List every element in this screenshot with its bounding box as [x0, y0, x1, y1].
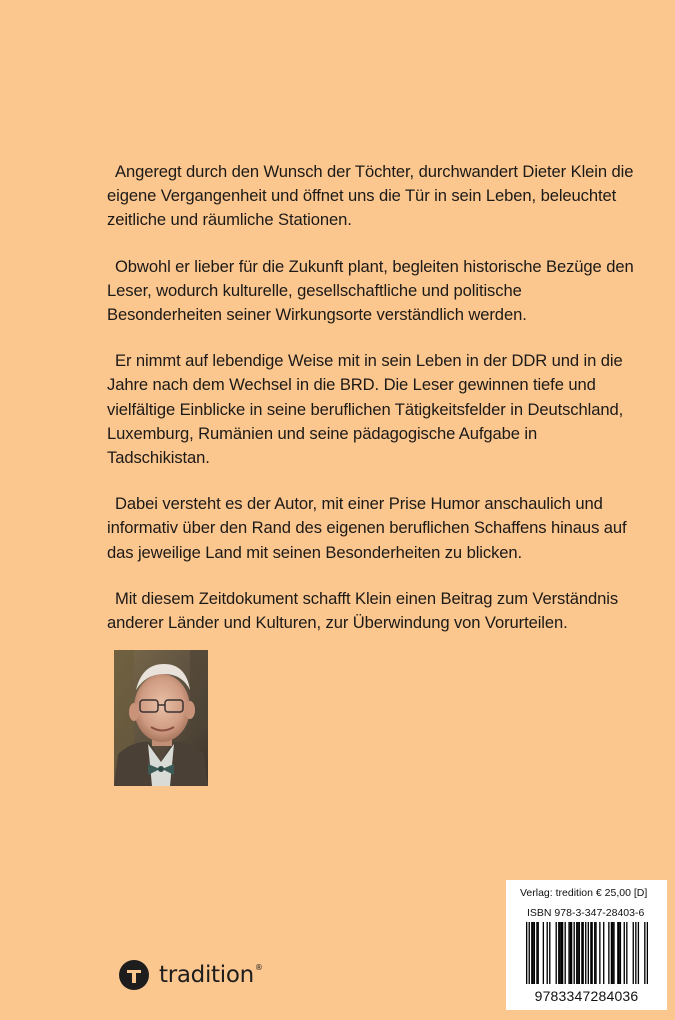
barcode-bar [588, 922, 589, 984]
barcode-bar [579, 922, 580, 984]
barcode-bar [568, 922, 569, 984]
barcode-bar [529, 922, 530, 984]
barcode-bar [538, 922, 539, 984]
barcode-bar [559, 922, 560, 984]
barcode-bar [558, 922, 559, 984]
barcode-bar [531, 922, 532, 984]
barcode-bar [603, 922, 604, 984]
barcode-bar [590, 922, 591, 984]
blurb-paragraph-1: Angeregt durch den Wunsch der Töchter, durchwandert Dieter Klein die eigene Vergangenheit und öffnet uns die Tür in sein Leben, beleuchtet zeitliche und räumliche Stationen. [107, 162, 634, 230]
blurb-paragraph-4: Dabei versteht es der Autor, mit einer Prise Humor anschaulich und informativ über den Rand des eigenen beruflichen Schaffens hinaus auf das jeweilige Land mit seinen Besonderheiten zu blicken. [107, 494, 627, 562]
barcode-bar [571, 922, 572, 984]
barcode-bar [617, 922, 618, 984]
barcode-bar [611, 922, 612, 984]
barcode-bar [635, 922, 636, 984]
author-photo [114, 650, 208, 786]
barcode-bar [556, 922, 557, 984]
barcode-digits: 9783347284036 [534, 988, 639, 1004]
publisher-price-line: Verlag: tredition € 25,00 [D] [520, 887, 648, 899]
barcode-bar [633, 922, 634, 984]
barcode-bar [612, 922, 613, 984]
barcode-bar [620, 922, 621, 984]
barcode-bar [577, 922, 578, 984]
barcode-bar [547, 922, 548, 984]
barcode-bar [638, 922, 639, 984]
barcode-bar [595, 922, 596, 984]
barcode-bar [576, 922, 577, 984]
barcode-bar [626, 922, 627, 984]
barcode-bar [624, 922, 625, 984]
blurb-paragraph-2: Obwohl er lieber für die Zukunft plant, begleiten historische Bezüge den Leser, wodurch kulturelle, gesellschaftliche und politische Besonderheiten seiner Wirkungsorte verständlich werden. [107, 256, 634, 325]
isbn-line: ISBN 978-3-347-28403-6 [527, 907, 645, 919]
blurb-paragraph-3: Er nimmt auf lebendige Weise mit in sein Leben in der DDR und in die Jahre nach dem Wechsel in die BRD. Die Leser gewinnen tiefe und vielfältige Einblicke in seine beruflichen Tätigkeitsfelder in Deutschland, Luxemburg, Rumänien und seine pädagogische Aufgabe in Tadschikistan. [107, 351, 624, 468]
barcode-bar [644, 922, 645, 984]
barcode-bar [561, 922, 562, 984]
barcode-bar [581, 922, 582, 984]
barcode-bar [613, 922, 614, 984]
barcode-bar [594, 922, 595, 984]
barcode-bar [549, 922, 550, 984]
barcode-bar [526, 922, 527, 984]
barcode-bar [591, 922, 592, 984]
barcode-bar [583, 922, 584, 984]
ean-barcode [526, 922, 648, 988]
barcode-bar [565, 922, 566, 984]
barcode-bar [599, 922, 600, 984]
barcode-bar [562, 922, 563, 984]
barcode-bar [534, 922, 535, 984]
isbn-barcode-panel [506, 880, 667, 1010]
trademark-symbol: ® [254, 963, 263, 972]
barcode-bar [536, 922, 537, 984]
barcode-bar [574, 922, 575, 984]
barcode-bar [608, 922, 609, 984]
publisher-brand [118, 958, 263, 992]
barcode-bar [570, 922, 571, 984]
publisher-name: tradition® [159, 962, 263, 988]
back-cover-blurb [107, 160, 637, 657]
barcode-bar [585, 922, 586, 984]
barcode-bar [543, 922, 544, 984]
barcode-bar [647, 922, 648, 984]
barcode-bar [618, 922, 619, 984]
blurb-paragraph-5: Mit diesem Zeitdokument schafft Klein einen Beitrag zum Verständnis anderer Länder und Kulturen, zur Überwindung von Vorurteilen. [107, 588, 619, 633]
barcode-bar [532, 922, 533, 984]
tradition-t-logo-icon [118, 959, 150, 991]
